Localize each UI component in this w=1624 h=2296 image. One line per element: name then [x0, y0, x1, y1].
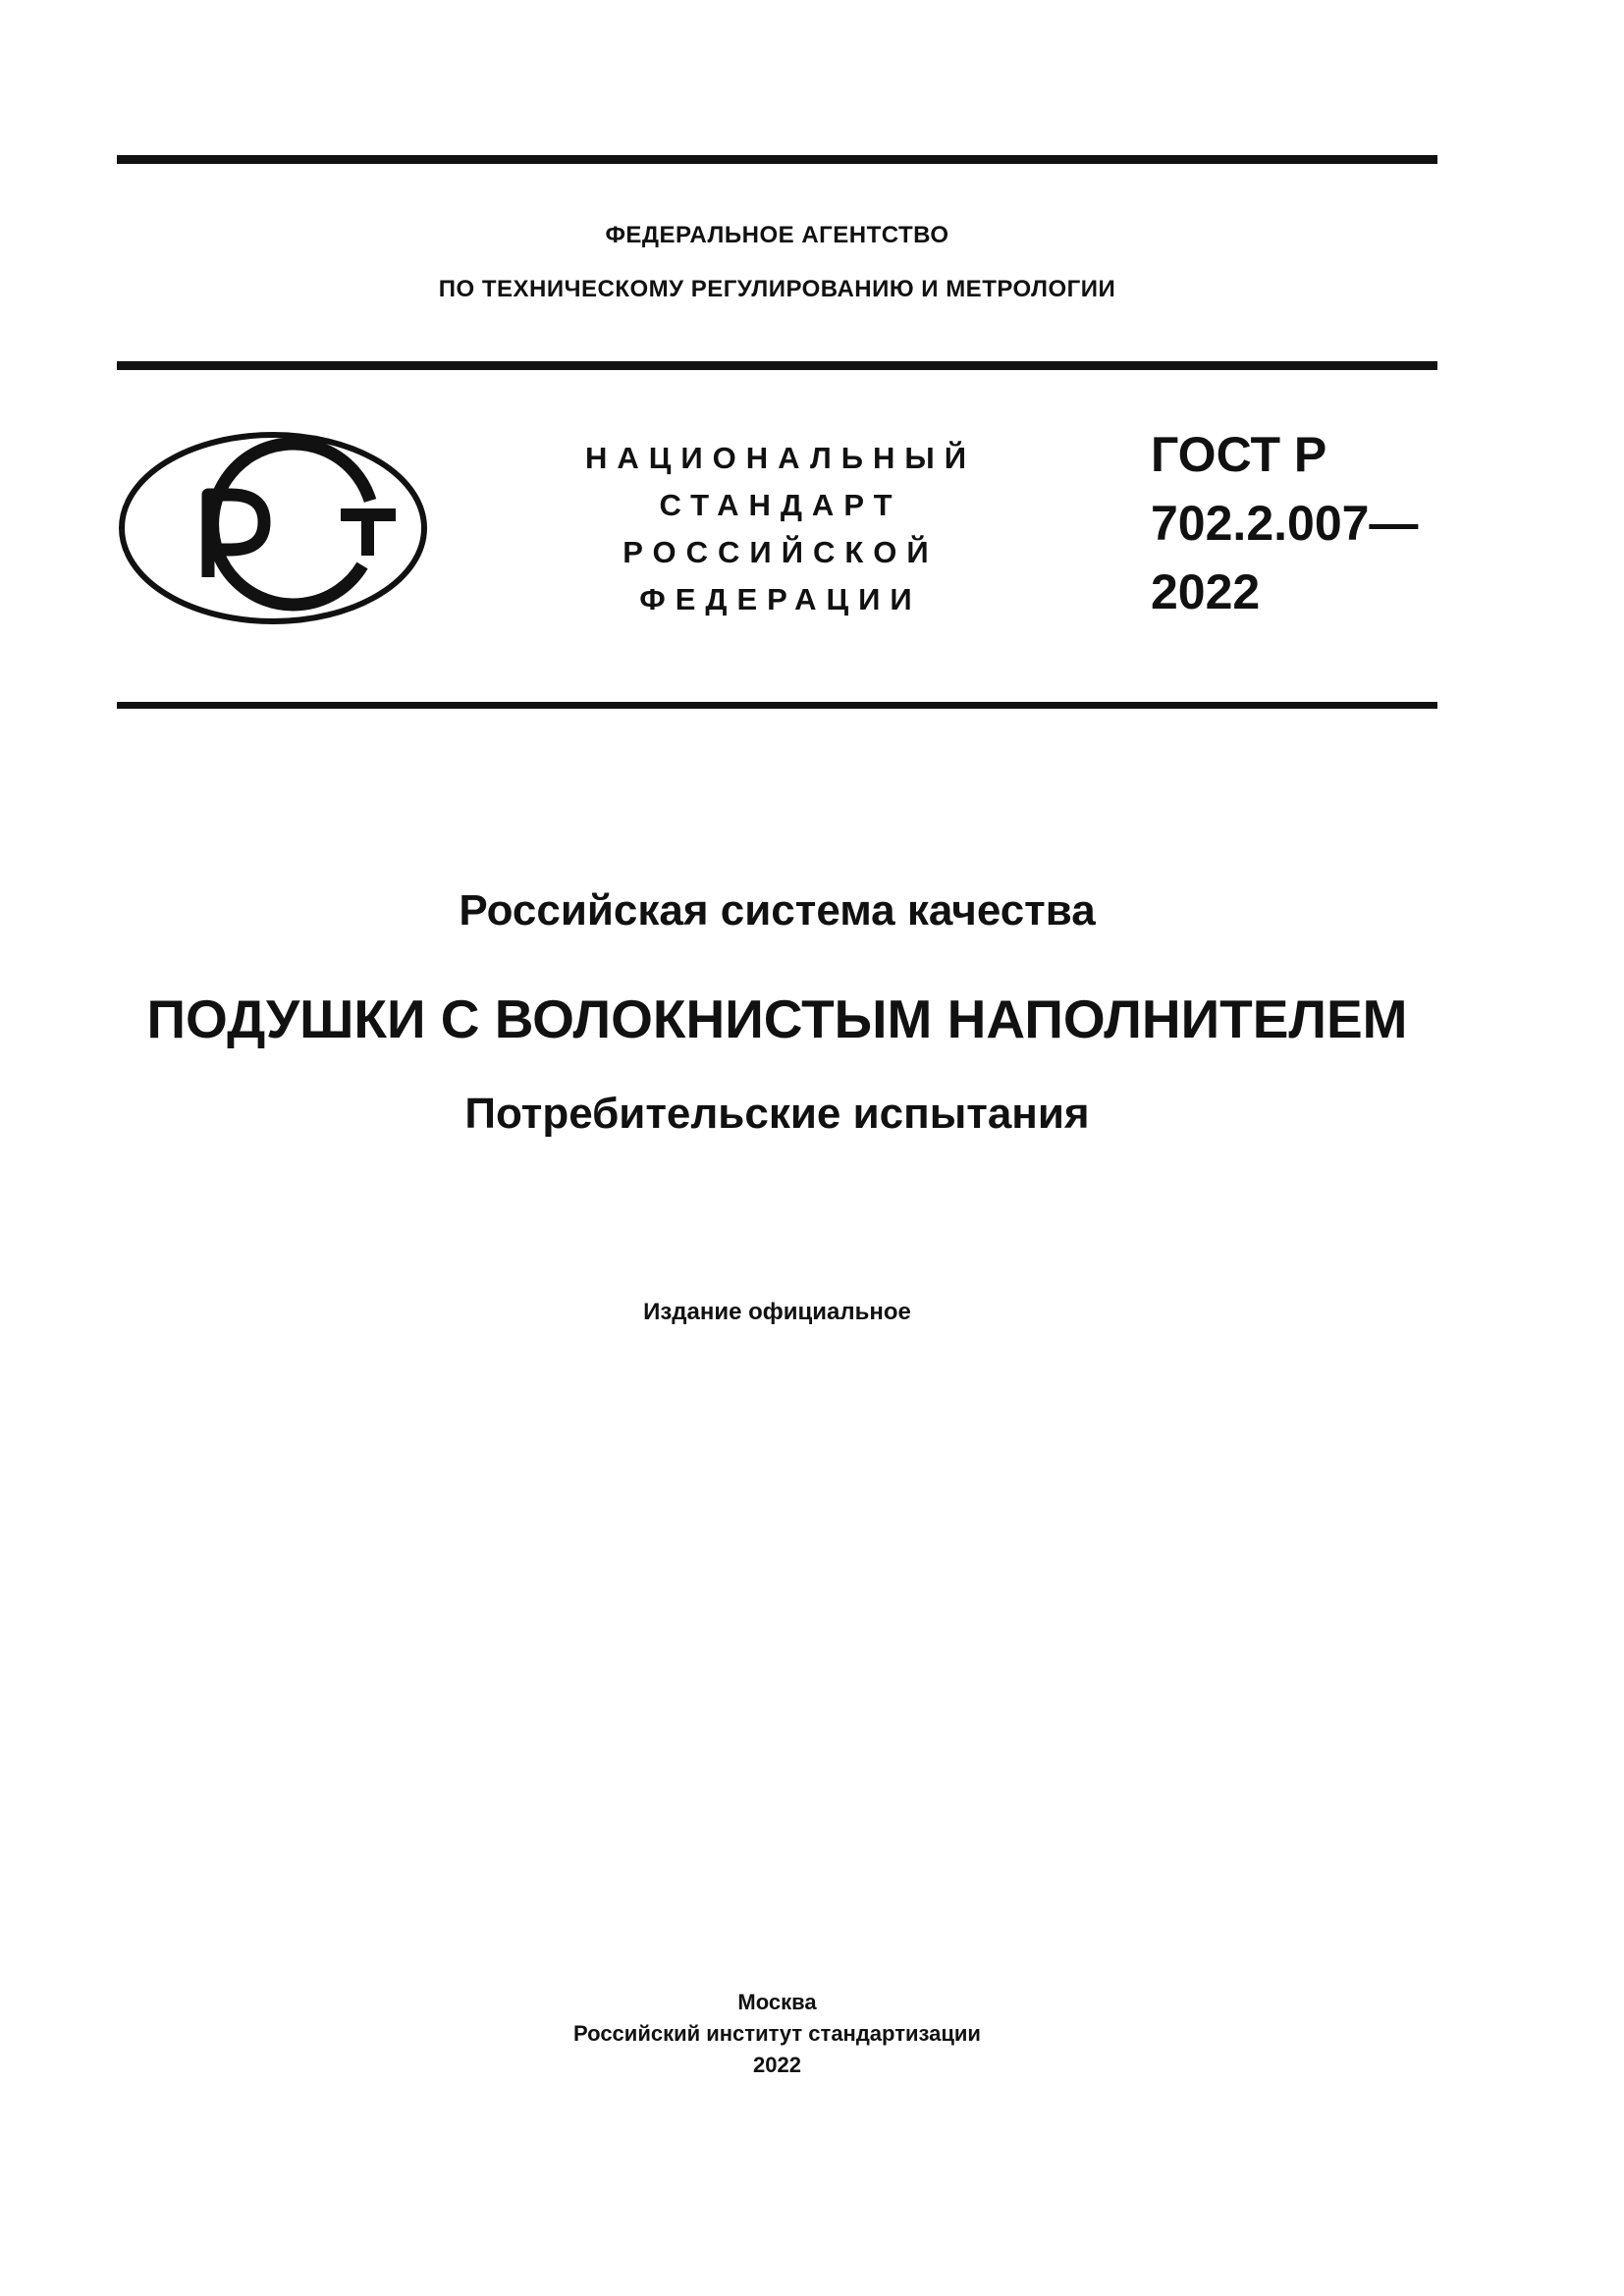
standard-designation: [1151, 420, 1445, 626]
edition-label: Издание официальное: [643, 1299, 911, 1325]
document-title: ПОДУШКИ С ВОЛОКНИСТЫМ НАПОЛНИТЕЛЕМ: [146, 988, 1408, 1049]
document-subtitle: Потребительские испытания: [464, 1090, 1090, 1138]
section-rule: [117, 702, 1437, 709]
agency-name-line-2: ПО ТЕХНИЧЕСКОМУ РЕГУЛИРОВАНИЮ И МЕТРОЛОГИИ: [438, 276, 1116, 302]
header-rule: [117, 361, 1437, 370]
designation-line-2: 702.2.007—: [1151, 496, 1419, 551]
series-title: Российская система качества: [459, 886, 1096, 934]
imprint-year: 2022: [753, 2053, 801, 2077]
national-standard-word-4: ФЕДЕРАЦИИ: [639, 582, 922, 616]
imprint: [117, 1987, 1437, 2081]
national-standard-word-3: РОССИЙСКОЙ: [623, 535, 939, 569]
designation-line-1: ГОСТ Р: [1151, 427, 1327, 482]
gost-r-logo-icon: [117, 430, 429, 626]
agency-name-line-1: ФЕДЕРАЛЬНОЕ АГЕНТСТВО: [605, 222, 949, 248]
imprint-publisher: Российский институт стандартизации: [573, 2021, 981, 2046]
top-rule: [117, 155, 1437, 164]
designation-line-3: 2022: [1151, 564, 1261, 619]
national-standard-word-2: СТАНДАРТ: [659, 488, 902, 522]
national-standard-word-1: НАЦИОНАЛЬНЫЙ: [584, 441, 977, 475]
imprint-city: Москва: [737, 1990, 817, 2014]
national-standard-label: [550, 435, 1011, 623]
